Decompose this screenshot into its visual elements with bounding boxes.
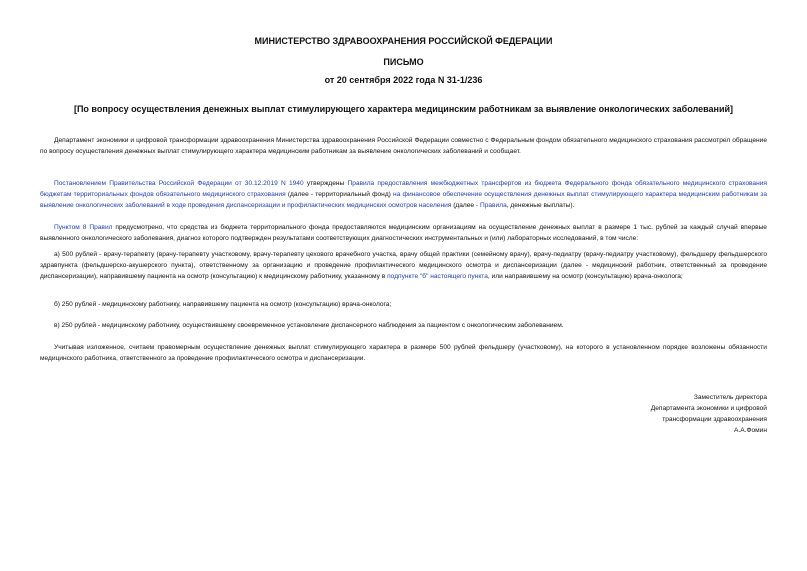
paragraph-clause-8 (40, 222, 767, 244)
paragraph-decree-text: , денежные выплаты). (506, 202, 575, 209)
ministry-title: МИНИСТЕРСТВО ЗДРАВООХРАНЕНИЯ РОССИЙСКОЙ ФЕДЕРАЦИИ (254, 36, 553, 46)
link-financing[interactable]: на финансовое обеспечение осуществления денежных выплат стимулирующего характера медицинским работникам за выявление онкологических заболеваний в ходе проведения диспансеризации и профилактических медицинских осмотров населения (40, 191, 767, 209)
paragraph-item-a-text: а) 500 рублей - врачу-терапевту (врачу-терапевту участковому, врачу-терапевту цехового врачебного участка, врачу общей практики (семейному врачу), врачу-педиатру (врачу-педиатру участковому), фельдшеру фельдшерского здравпункта (фельдшерско-акушерского пункта), ответственному за организацию и проведение профилактического медицинского осмотра и диспансеризации (далее - медицинский работник, ответственный за проведение диспансеризации), направившему пациента на осмотр (консультацию) к медицинскому работнику, указанному в (40, 251, 767, 280)
paragraph-item-a (40, 249, 767, 282)
signature-name: А.А.Фомин (734, 427, 767, 434)
link-subclause-b[interactable]: подпункте "б" настоящего пункта (387, 273, 488, 280)
doc-type: ПИСЬМО (383, 57, 424, 67)
paragraph-decree (40, 178, 767, 211)
doc-date-number: от 20 сентября 2022 года N 31-1/236 (324, 75, 483, 85)
paragraph-decree-text: утверждены (303, 180, 348, 187)
paragraph-conclusion: Учитывая изложенное, считаем правомерным осуществление денежных выплат стимулирующего характера в размере 500 рублей фельдшеру (участковому), на которого в установленном порядке возложены обязанности медицинского работника, ответственного за проведение профилактического осмотра и диспансеризации. (40, 344, 767, 362)
paragraph-item-c: в) 250 рублей - медицинскому работнику, осуществившему своевременное установление диспансерного наблюдения за пациентом с онкологическим заболеванием. (54, 322, 564, 329)
paragraph-decree-text: (далее - (451, 202, 480, 209)
paragraph-intro: Департамент экономики и цифровой трансформации здравоохранения Министерства здравоохранения Российской Федерации совместно с Федеральным фондом обязательного медицинского страхования рассмотрел обращение по вопросу осуществления денежных выплат стимулирующего характера медицинским работникам за выявление онкологических заболеваний и сообщает. (40, 137, 767, 155)
paragraph-item-b: б) 250 рублей - медицинскому работнику, направившему пациента на осмотр (консультацию) врача-онколога; (54, 301, 392, 308)
signature-department-cont: трансформации здравоохранения (662, 416, 767, 423)
paragraph-clause-8-text: предусмотрено, что средства из бюджета территориального фонда предоставляются медицинским организациям на осуществление денежных выплат в размере 1 тыс. рублей за каждый случай впервые выявленного онкологического заболевания, диагноз которого подтвержден результатами соответствующих диагностических инструментальных и (или) лабораторных исследований, в том числе: (40, 224, 767, 242)
link-decree-1940[interactable]: Постановлением Правительства Российской Федерации от 30.12.2019 N 1940 (54, 180, 304, 187)
paragraph-item-a-text: , или направившему на осмотр (консультацию) врача-онколога; (487, 273, 683, 280)
link-rules-short[interactable]: Правила (479, 202, 507, 209)
paragraph-decree-text: (далее - территориальный фонд) (285, 191, 394, 198)
link-rules[interactable]: Правила предоставления межбюджетных трансфертов из бюджета Федерального фонда обязательного медицинского страхования бюджетам территориальных фондов обязательного медицинского страхования (40, 180, 767, 198)
signature-block (651, 392, 767, 436)
signature-department: Департамента экономики и цифровой (650, 405, 767, 412)
doc-subject: [По вопросу осуществления денежных выплат стимулирующего характера медицинским работникам за выявление онкологических заболеваний] (73, 104, 734, 114)
link-clause-8[interactable]: Пунктом 8 Правил (54, 224, 113, 231)
signature-position: Заместитель директора (693, 394, 767, 401)
